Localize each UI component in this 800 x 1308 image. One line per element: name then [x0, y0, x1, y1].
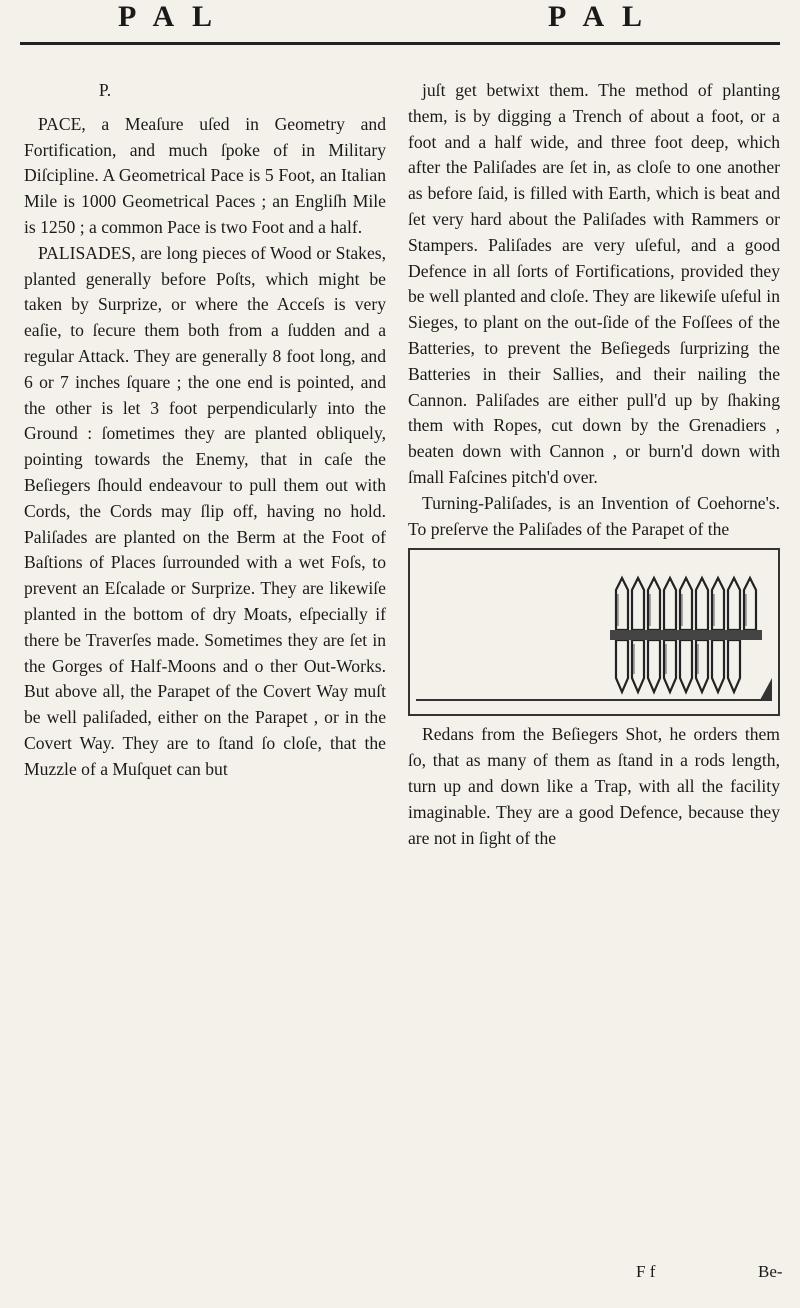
paragraph-pace: PACE, a Meaſure uſed in Geometry and Fortification, and much ſpoke of in Military Diſcipline. A Geometrical Pace is 5 Foot, an Italian Mile is 1000 Geometrical Paces ; an Engliſh Mile is 1250 ; a common Pace is two Foot and a half. — [24, 113, 386, 237]
paragraph-redans: Redans from the Beſiegers Shot, he orders them ſo, that as many of them as ſtand in a rods length, turn up and down like a Trap, with all the facility imaginable. They are a good Defence, because they are not in ſight of the — [408, 724, 780, 848]
running-head-left: P A L — [118, 0, 219, 33]
corner-mark — [760, 678, 772, 700]
palisades-engraving — [410, 550, 778, 714]
palisade-stakes-upper — [616, 578, 756, 630]
pivot-beam — [610, 630, 762, 640]
paragraph-turning-palisades: Turning-Paliſades, is an Invention of Coehorne's. To preſerve the Paliſades of the Parapet of the — [408, 492, 780, 539]
paragraph-palisades-continued: juſt get betwixt them. The method of planting them, is by digging a Trench of about a foot, or a foot and a half wide, and three foot deep, which after the Paliſades are ſet in, as cloſe to one another as before ſaid, is filled with Earth, which is beat and ſet very hard about the Paliſades with Rammers or Stampers. Paliſades are very uſeful, and a good Defence in all ſorts of Fortifications, provided they be well planted and cloſe. They are likewiſe uſeful in Sieges, to plant on the out-ſide of the Foſſees of the Batteries, to prevent the Beſiegeds ſurprizing the Batteries in their Sallies, and their nailing the Cannon. Paliſades are either pull'd up by ſhaking them with Ropes, cut down by the Grenadiers , beaten down with Cannon , or burn'd down with ſmall Faſcines pitch'd over. — [408, 80, 780, 487]
palisade-stakes-lower — [616, 640, 740, 692]
running-head — [0, 0, 800, 40]
signature-mark: F f — [636, 1262, 656, 1281]
running-head-right: P A L — [548, 0, 649, 33]
section-letter: P. — [98, 80, 112, 100]
catchword: Be- — [758, 1262, 783, 1281]
header-rule — [20, 42, 780, 45]
turning-palisades-figure — [408, 548, 780, 716]
left-column — [24, 78, 386, 783]
right-column — [408, 78, 780, 851]
paragraph-palisades: PALISADES, are long pieces of Wood or Stakes, planted generally before Poſts, which might be taken by Surprize, or where the Acceſs is very eaſie, to ſecure them both from a ſudden and a regular Attack. They are generally 8 foot long, and 6 or 7 inches ſquare ; the one end is pointed, and the other is let 3 foot perpendicularly into the Ground : ſometimes they are planted obliquely, pointing towards the Enemy, that in caſe the Beſiegers ſhould endeavour to pull them out with Cords, the Cords may ſlip off, having no hold. Paliſades are planted on the Berm at the Foot of Baſtions of Places ſurrounded with a wet Foſs, to prevent an Eſcalade or Surprize. They are likewiſe planted in the bottom of dry Moats, eſpecially if there be Traverſes made. Sometimes they are ſet in the Gorges of Half-Moons and o ther Out-Works. But above all, the Parapet of the Covert Way muſt be well paliſaded, either on the Parapet , or in the Covert Way. They are to ſtand ſo cloſe, that the Muzzle of a Muſquet can but — [24, 242, 386, 779]
